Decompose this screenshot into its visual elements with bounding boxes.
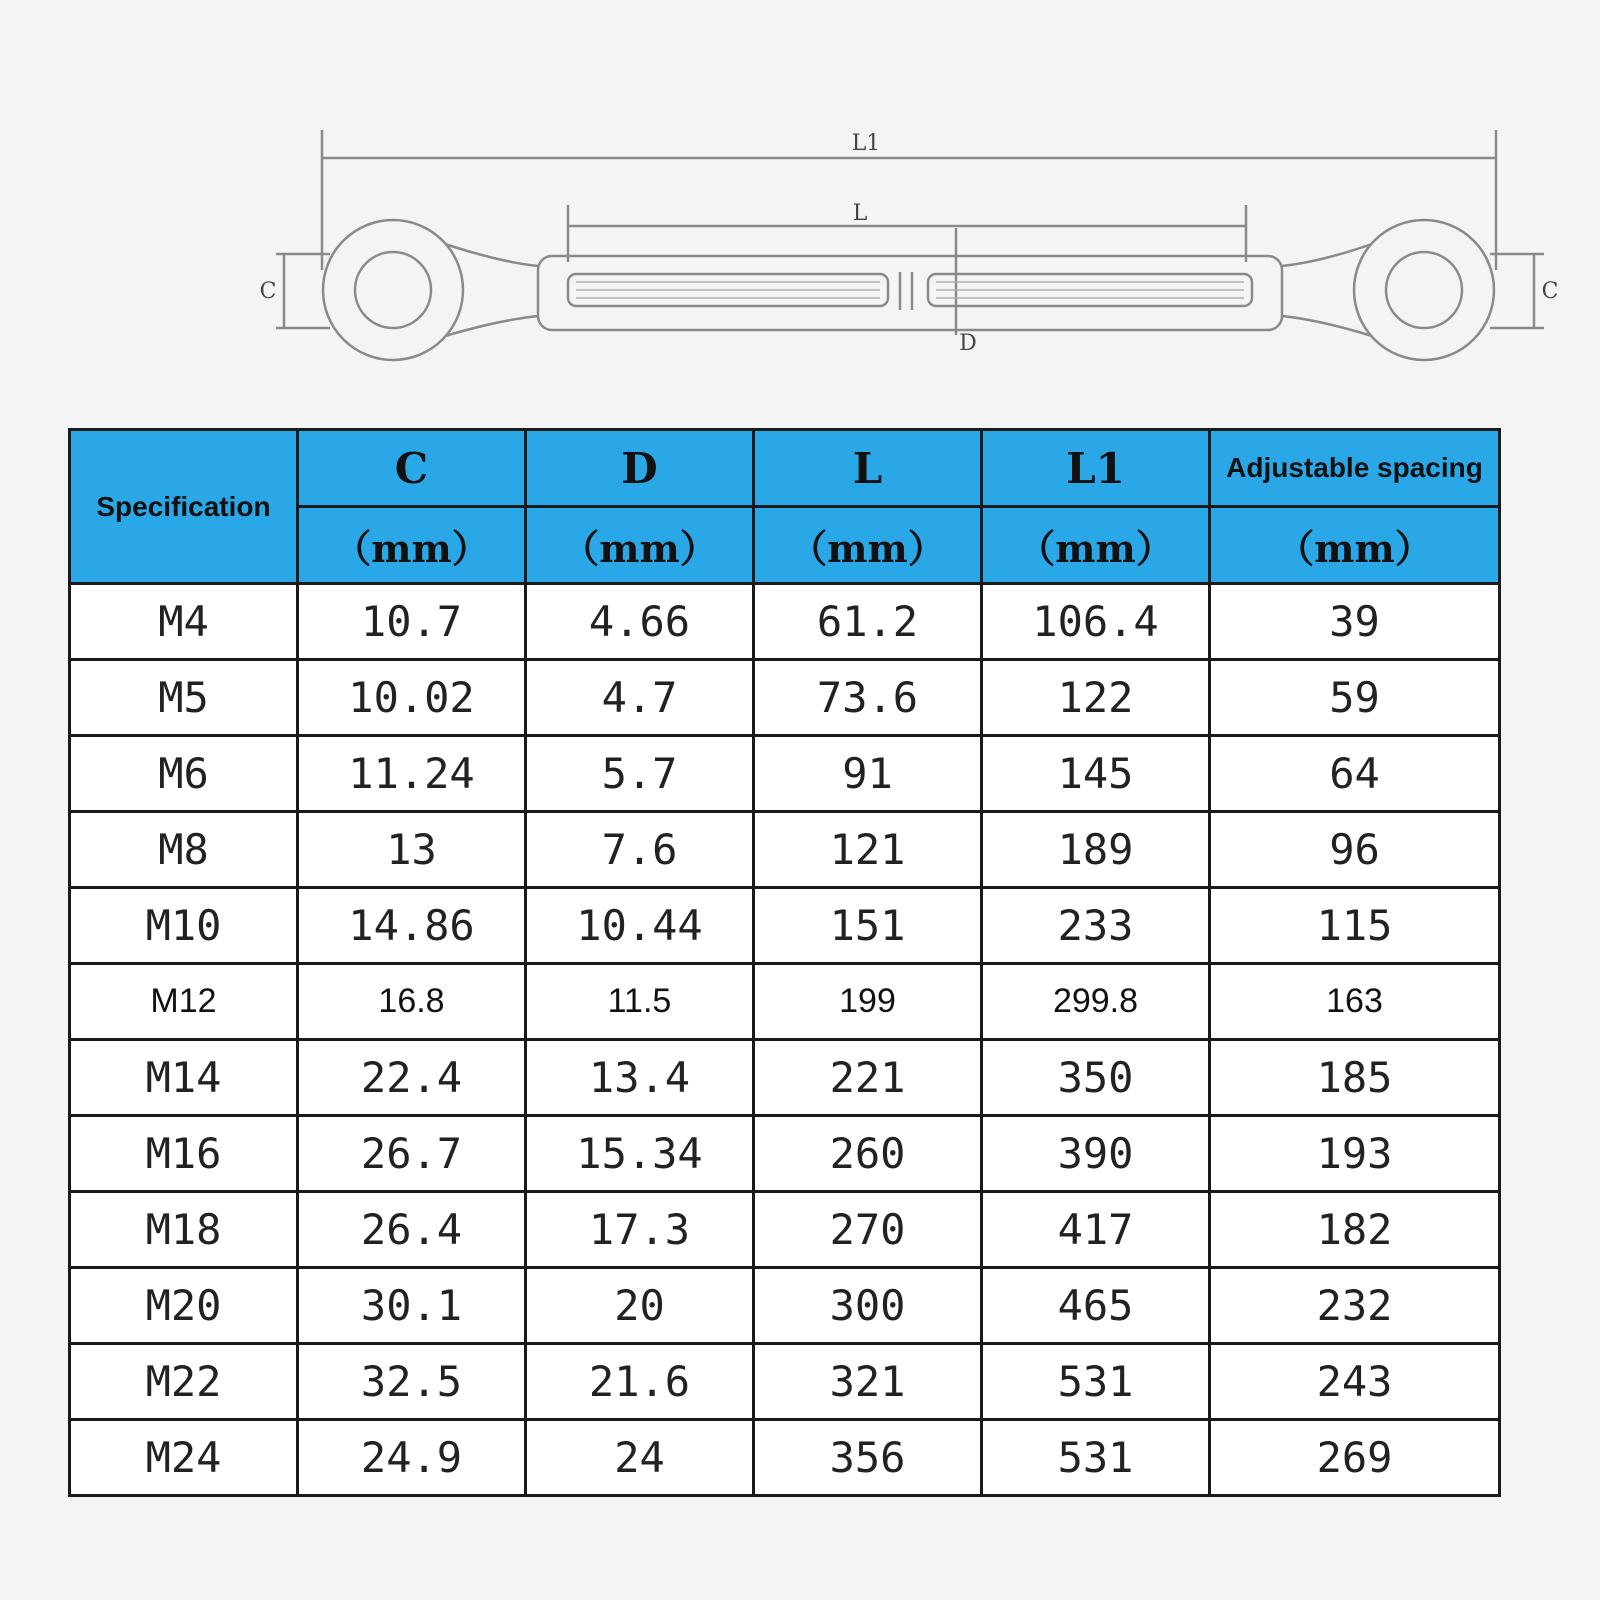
cell-l1: 531	[982, 1344, 1210, 1420]
cell-l: 199	[754, 964, 982, 1040]
cell-d: 4.7	[526, 660, 754, 736]
table-row	[70, 1116, 1500, 1192]
cell-l1: 299.8	[982, 964, 1210, 1040]
cell-c: 10.7	[298, 584, 526, 660]
cell-c: 13	[298, 812, 526, 888]
cell-l: 260	[754, 1116, 982, 1192]
cell-l: 221	[754, 1040, 982, 1116]
table-row	[70, 1040, 1500, 1116]
label-c-right: C	[1541, 279, 1559, 304]
header-adjustable-spacing: Adjustable spacing	[1210, 430, 1500, 507]
cell-d: 15.34	[526, 1116, 754, 1192]
cell-l1: 122	[982, 660, 1210, 736]
label-c-left: C	[259, 279, 277, 304]
cell-l: 151	[754, 888, 982, 964]
cell-l1: 106.4	[982, 584, 1210, 660]
cell-l: 356	[754, 1420, 982, 1496]
cell-adjustable: 59	[1210, 660, 1500, 736]
header-specification: Specification	[70, 430, 298, 584]
label-d: D	[959, 331, 977, 356]
header-l1: L1	[982, 430, 1210, 507]
cell-spec: M20	[70, 1268, 298, 1344]
table-row	[70, 1192, 1500, 1268]
cell-c: 11.24	[298, 736, 526, 812]
cell-d: 10.44	[526, 888, 754, 964]
table-row	[70, 964, 1500, 1040]
cell-adjustable: 39	[1210, 584, 1500, 660]
cell-l1: 531	[982, 1420, 1210, 1496]
cell-l: 300	[754, 1268, 982, 1344]
unit-adjustable-spacing: （mm）	[1210, 507, 1500, 584]
header-l: L	[754, 430, 982, 507]
cell-spec: M10	[70, 888, 298, 964]
cell-c: 24.9	[298, 1420, 526, 1496]
unit-c: （mm）	[298, 507, 526, 584]
cell-adjustable: 269	[1210, 1420, 1500, 1496]
cell-adjustable: 193	[1210, 1116, 1500, 1192]
cell-spec: M6	[70, 736, 298, 812]
spec-table	[68, 428, 1501, 1497]
turnbuckle-body	[538, 256, 1282, 330]
cell-c: 22.4	[298, 1040, 526, 1116]
header-c: C	[298, 430, 526, 507]
cell-adjustable: 185	[1210, 1040, 1500, 1116]
cell-d: 4.66	[526, 584, 754, 660]
cell-adjustable: 182	[1210, 1192, 1500, 1268]
cell-d: 24	[526, 1420, 754, 1496]
cell-spec: M12	[70, 964, 298, 1040]
turnbuckle-diagram	[0, 0, 1600, 400]
label-l1: L1	[851, 131, 881, 156]
cell-l1: 189	[982, 812, 1210, 888]
cell-l1: 417	[982, 1192, 1210, 1268]
left-eye	[323, 220, 463, 360]
header-d: D	[526, 430, 754, 507]
cell-c: 14.86	[298, 888, 526, 964]
cell-c: 26.7	[298, 1116, 526, 1192]
table-row	[70, 1344, 1500, 1420]
cell-l1: 465	[982, 1268, 1210, 1344]
cell-spec: M5	[70, 660, 298, 736]
cell-adjustable: 232	[1210, 1268, 1500, 1344]
cell-l1: 390	[982, 1116, 1210, 1192]
cell-l: 270	[754, 1192, 982, 1268]
cell-d: 20	[526, 1268, 754, 1344]
table-row	[70, 888, 1500, 964]
unit-d: （mm）	[526, 507, 754, 584]
table-row	[70, 660, 1500, 736]
cell-l: 91	[754, 736, 982, 812]
table-row	[70, 1268, 1500, 1344]
cell-d: 13.4	[526, 1040, 754, 1116]
cell-spec: M24	[70, 1420, 298, 1496]
cell-l: 321	[754, 1344, 982, 1420]
cell-spec: M8	[70, 812, 298, 888]
cell-l1: 233	[982, 888, 1210, 964]
cell-d: 5.7	[526, 736, 754, 812]
unit-l1: （mm）	[982, 507, 1210, 584]
cell-spec: M16	[70, 1116, 298, 1192]
cell-d: 21.6	[526, 1344, 754, 1420]
cell-spec: M4	[70, 584, 298, 660]
cell-c: 32.5	[298, 1344, 526, 1420]
cell-spec: M18	[70, 1192, 298, 1268]
cell-c: 10.02	[298, 660, 526, 736]
cell-d: 11.5	[526, 964, 754, 1040]
cell-d: 7.6	[526, 812, 754, 888]
cell-l: 73.6	[754, 660, 982, 736]
cell-l: 121	[754, 812, 982, 888]
cell-l: 61.2	[754, 584, 982, 660]
cell-adjustable: 243	[1210, 1344, 1500, 1420]
cell-l1: 145	[982, 736, 1210, 812]
cell-l1: 350	[982, 1040, 1210, 1116]
table-row	[70, 1420, 1500, 1496]
cell-spec: M14	[70, 1040, 298, 1116]
table-row	[70, 584, 1500, 660]
cell-c: 26.4	[298, 1192, 526, 1268]
cell-spec: M22	[70, 1344, 298, 1420]
table-row	[70, 736, 1500, 812]
cell-c: 16.8	[298, 964, 526, 1040]
cell-adjustable: 96	[1210, 812, 1500, 888]
cell-adjustable: 64	[1210, 736, 1500, 812]
cell-d: 17.3	[526, 1192, 754, 1268]
unit-l: （mm）	[754, 507, 982, 584]
label-l: L	[852, 201, 868, 226]
cell-adjustable: 163	[1210, 964, 1500, 1040]
cell-adjustable: 115	[1210, 888, 1500, 964]
header-row	[70, 430, 1500, 507]
right-eye	[1354, 220, 1494, 360]
cell-c: 30.1	[298, 1268, 526, 1344]
table-row	[70, 812, 1500, 888]
